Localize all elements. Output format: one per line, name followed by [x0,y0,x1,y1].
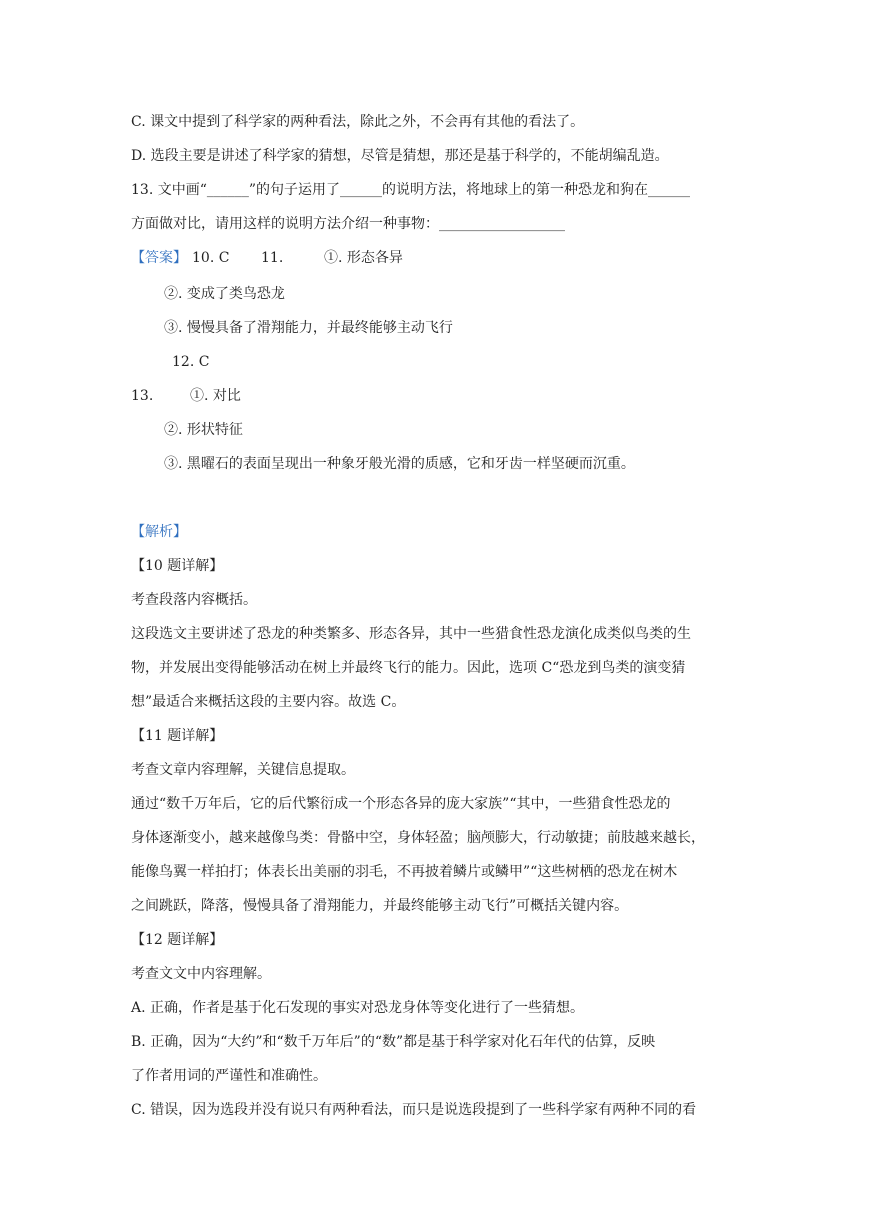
detail-10-p2-line2: 物，并发展出变得能够活动在树上并最终飞行的能力。因此，选项 C“恐龙到鸟类的演变猜 [131,660,686,676]
analysis-tag: 【解析】 [131,524,187,540]
detail-10-heading: 【10 题详解】 [131,558,224,574]
detail-12-option-b-line2: 了作者用词的严谨性和准确性。 [131,1068,327,1084]
option-c: C. 课文中提到了科学家的两种看法，除此之外，不会再有其他的看法了。 [131,114,585,130]
detail-10-p1: 考查段落内容概括。 [131,592,257,608]
answer-13-item-1: ①. 对比 [190,388,241,404]
detail-11-p2-line2: 身体逐渐变小，越来越像鸟类：骨骼中空，身体轻盈；脑颅膨大，行动敏捷；前肢越来越长， [131,830,705,846]
detail-11-p1: 考查文章内容理解，关键信息提取。 [131,762,355,778]
answer-11-item-1: ①. 形态各异 [324,250,403,266]
answer-tag: 【答案】 [131,250,187,266]
answer-11-item-3: ③. 慢慢具备了滑翔能力，并最终能够主动飞行 [164,320,453,336]
answer-12: 12. C [172,354,210,370]
detail-10-p2-line1: 这段选文主要讲述了恐龙的种类繁多、形态各异，其中一些猎食性恐龙演化成类似鸟类的生 [131,626,691,642]
detail-11-p2-line3: 能像鸟翼一样拍打；体表长出美丽的羽毛，不再披着鳞片或鳞甲”“这些树栖的恐龙在树木 [131,864,678,880]
answer-10: 10. C [192,250,230,266]
question-13-line1: 13. 文中画“______”的句子运用了______的说明方法，将地球上的第一种恐龙和狗在______ [131,182,691,198]
detail-12-option-c: C. 错误，因为选段并没有说只有两种看法，而只是说选段提到了一些科学家有两种不同的看 [131,1102,697,1118]
detail-11-p2-line4: 之间跳跃，降落，慢慢具备了滑翔能力，并最终能够主动飞行”可概括关键内容。 [131,898,629,914]
detail-11-p2-line1: 通过“数千万年后，它的后代繁衍成一个形态各异的庞大家族”“其中，一些猎食性恐龙的 [131,796,671,812]
answer-11-item-2: ②. 变成了类鸟恐龙 [164,286,285,302]
answer-13-item-2: ②. 形状特征 [164,422,243,438]
detail-10-p2-line3: 想”最适合来概括这段的主要内容。故选 C。 [131,694,406,710]
detail-12-p1: 考查文文中内容理解。 [131,966,271,982]
detail-12-heading: 【12 题详解】 [131,932,224,948]
detail-11-heading: 【11 题详解】 [131,728,224,744]
answer-13-number: 13. [131,388,154,404]
detail-12-option-a: A. 正确，作者是基于化石发现的事实对恐龙身体等变化进行了一些猜想。 [131,1000,585,1016]
option-d: D. 选段主要是讲述了科学家的猜想，尽管是猜想，那还是基于科学的，不能胡编乱造。 [131,148,669,164]
question-13-line2: 方面做对比，请用这样的说明方法介绍一种事物：__________________ [131,216,565,232]
answer-13-item-3: ③. 黑曜石的表面呈现出一种象牙般光滑的质感，它和牙齿一样坚硬而沉重。 [164,456,635,472]
answer-11-number: 11. [261,250,284,266]
detail-12-option-b-line1: B. 正确，因为“大约”和“数千万年后”的“数”都是基于科学家对化石年代的估算，反映 [131,1034,656,1050]
